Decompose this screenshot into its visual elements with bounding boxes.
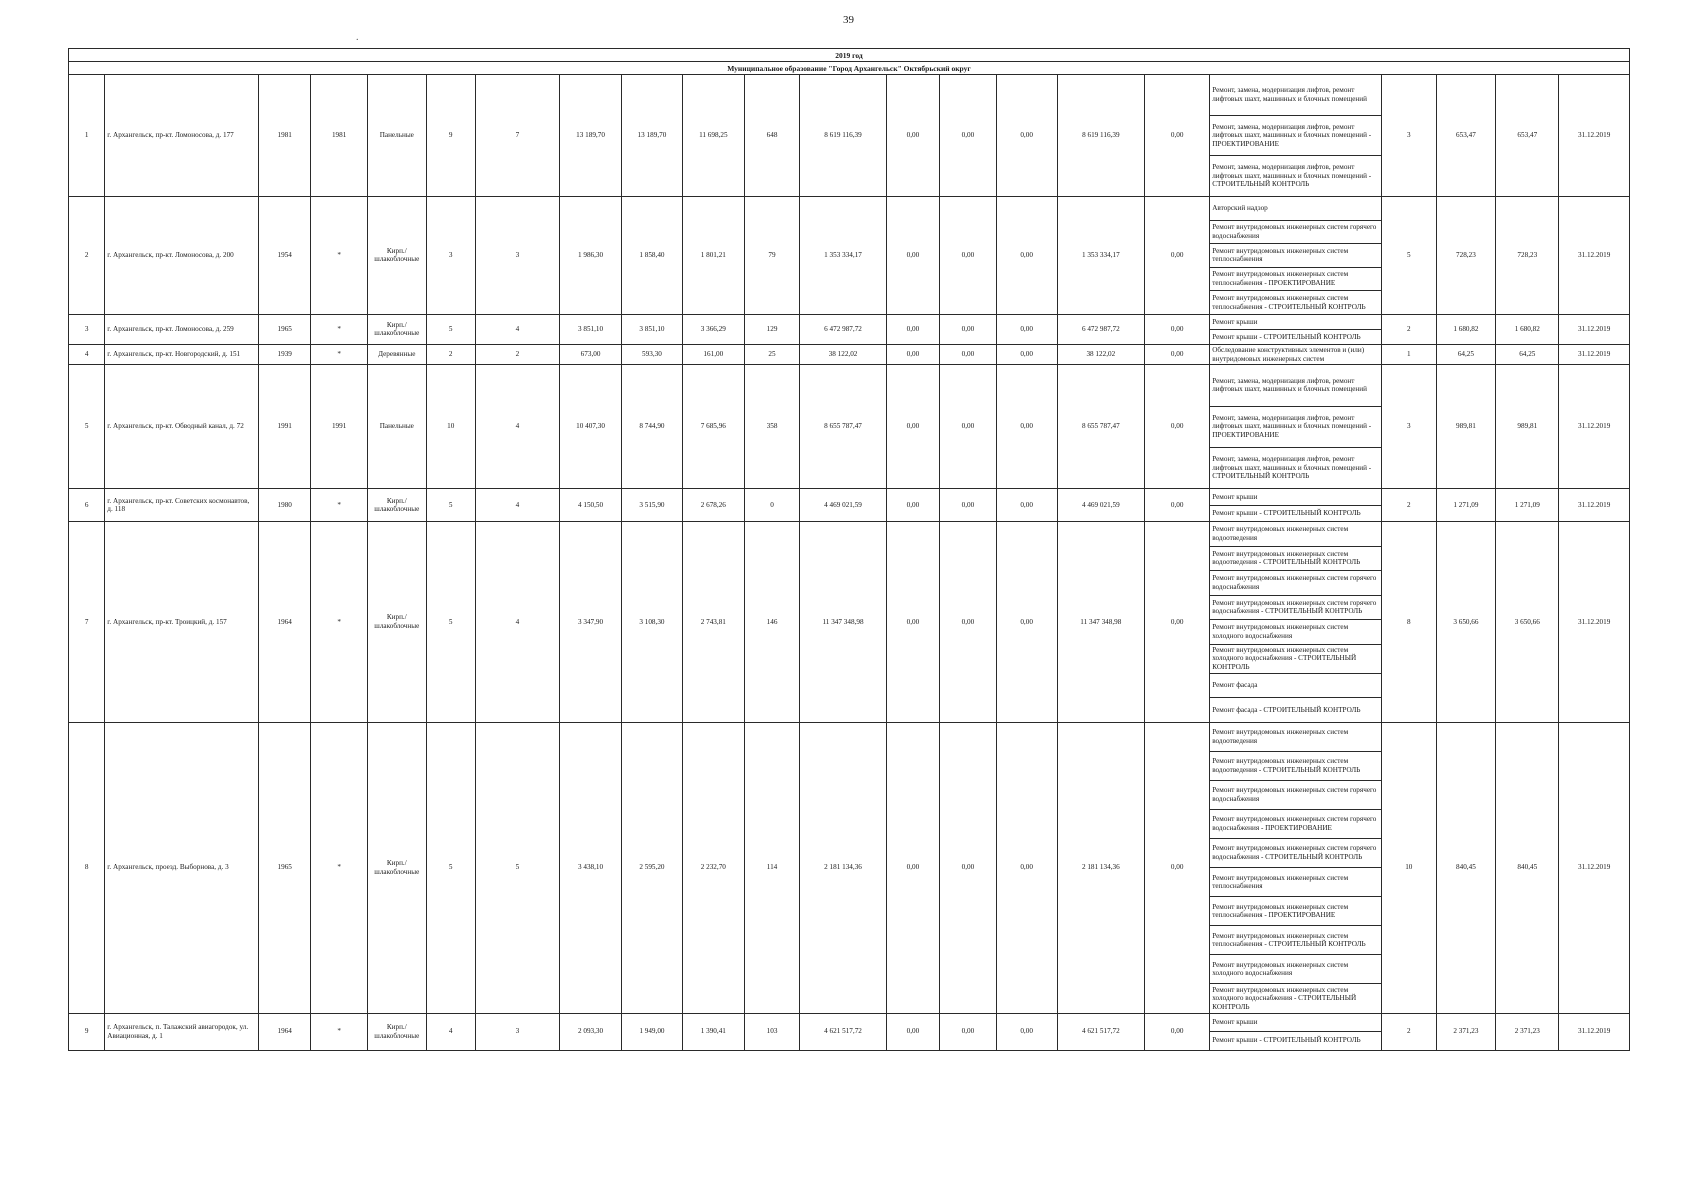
works-count: 1 xyxy=(1382,344,1436,364)
work-title: Ремонт внутридомовых инженерных систем горячего водоснабжения xyxy=(1212,786,1377,803)
floors-count: 5 xyxy=(426,314,475,344)
work-stage: - СТРОИТЕЛЬНЫЙ КОНТРОЛЬ xyxy=(1212,171,1372,189)
total-area: 3 438,10 xyxy=(560,722,622,1013)
work-title: Ремонт, замена, модернизация лифтов, ремонт лифтовых шахт, машинных и блочных помещений xyxy=(1212,86,1367,103)
regional-budget: 0,00 xyxy=(940,1013,997,1050)
work-stage: - СТРОИТЕЛЬНЫЙ КОНТРОЛЬ xyxy=(1257,1036,1361,1045)
table-row xyxy=(69,722,1630,751)
work-item xyxy=(1210,571,1382,596)
work-item xyxy=(1210,868,1382,897)
year-header: 2019 год xyxy=(69,49,1630,62)
residents-count: 146 xyxy=(744,522,800,722)
residents-count: 114 xyxy=(744,722,800,1013)
unit-cost-limit: 728,23 xyxy=(1496,196,1559,314)
living-area: 2 678,26 xyxy=(682,489,744,522)
regional-budget: 0,00 xyxy=(940,365,997,489)
owners-funds: 6 472 987,72 xyxy=(1057,314,1145,344)
deadline-date: 31.12.2019 xyxy=(1559,365,1630,489)
year-commissioned: * xyxy=(311,522,368,722)
total-area: 4 150,50 xyxy=(560,489,622,522)
wall-material: Деревянные xyxy=(367,344,426,364)
work-stage: - ПРОЕКТИРОВАНИЕ xyxy=(1262,911,1336,920)
work-title: Ремонт внутридомовых инженерных систем водоотведения xyxy=(1212,549,1349,567)
total-area: 1 986,30 xyxy=(560,196,622,314)
work-title: Ремонт внутридомовых инженерных систем водоотведения xyxy=(1212,728,1349,745)
work-item xyxy=(1210,406,1382,447)
residents-count: 25 xyxy=(744,344,800,364)
address: г. Архангельск, пр-кт. Троицкий, д. 157 xyxy=(105,522,259,722)
regional-budget: 0,00 xyxy=(940,75,997,197)
work-stage: - ПРОЕКТИРОВАНИЕ xyxy=(1262,279,1336,288)
other-funds: 0,00 xyxy=(1145,365,1210,489)
floors-count: 10 xyxy=(426,365,475,489)
owners-funds: 8 619 116,39 xyxy=(1057,75,1145,197)
unit-cost: 2 371,23 xyxy=(1436,1013,1496,1050)
entrances-count: 3 xyxy=(475,1013,559,1050)
address: г. Архангельск, пр-кт. Ломоносова, д. 177 xyxy=(105,75,259,197)
local-budget: 0,00 xyxy=(996,722,1057,1013)
work-title: Ремонт, замена, модернизация лифтов, ремонт лифтовых шахт, машинных и блочных помещений xyxy=(1212,413,1367,431)
total-area: 3 347,90 xyxy=(560,522,622,722)
table-row xyxy=(69,522,1630,547)
year-built: 1980 xyxy=(259,489,311,522)
fund-share: 0,00 xyxy=(886,522,939,722)
work-title: Ремонт внутридомовых инженерных систем горячего водоснабжения xyxy=(1212,574,1377,591)
unit-cost: 1 271,09 xyxy=(1436,489,1496,522)
works-count: 2 xyxy=(1382,314,1436,344)
work-item xyxy=(1210,329,1382,344)
total-cost: 8 655 787,47 xyxy=(800,365,886,489)
work-stage: - СТРОИТЕЛЬНЫЙ КОНТРОЛЬ xyxy=(1257,765,1361,774)
unit-cost: 989,81 xyxy=(1436,365,1496,489)
living-area: 161,00 xyxy=(682,344,744,364)
unit-cost-limit: 3 650,66 xyxy=(1496,522,1559,722)
work-item xyxy=(1210,809,1382,838)
total-area: 2 093,30 xyxy=(560,1013,622,1050)
year-built: 1939 xyxy=(259,344,311,364)
other-funds: 0,00 xyxy=(1145,722,1210,1013)
work-item xyxy=(1210,780,1382,809)
work-item xyxy=(1210,955,1382,984)
entrances-count: 5 xyxy=(475,722,559,1013)
fund-share: 0,00 xyxy=(886,489,939,522)
work-title: Ремонт фасада xyxy=(1212,681,1258,690)
table-row xyxy=(69,196,1630,220)
other-funds: 0,00 xyxy=(1145,1013,1210,1050)
living-area: 2 232,70 xyxy=(682,722,744,1013)
row-number: 6 xyxy=(69,489,105,522)
row-number: 9 xyxy=(69,1013,105,1050)
deadline-date: 31.12.2019 xyxy=(1559,1013,1630,1050)
work-title: Ремонт фасада xyxy=(1212,705,1258,714)
work-title: Ремонт крыши xyxy=(1212,1017,1258,1026)
rooms-area: 593,30 xyxy=(622,344,683,364)
regional-budget: 0,00 xyxy=(940,344,997,364)
total-area: 10 407,30 xyxy=(560,365,622,489)
entrances-count: 4 xyxy=(475,365,559,489)
row-number: 8 xyxy=(69,722,105,1013)
work-title: Ремонт, замена, модернизация лифтов, ремонт лифтовых шахт, машинных и блочных помещений xyxy=(1212,122,1367,140)
work-stage: - СТРОИТЕЛЬНЫЙ КОНТРОЛЬ xyxy=(1212,463,1372,481)
year-commissioned: * xyxy=(311,722,368,1013)
local-budget: 0,00 xyxy=(996,344,1057,364)
work-item xyxy=(1210,751,1382,780)
table-row xyxy=(69,314,1630,329)
unit-cost-limit: 653,47 xyxy=(1496,75,1559,197)
work-item xyxy=(1210,344,1382,364)
floors-count: 2 xyxy=(426,344,475,364)
work-title: Ремонт внутридомовых инженерных систем холодного водоснабжения xyxy=(1212,623,1349,640)
work-stage: - СТРОИТЕЛЬНЫЙ КОНТРОЛЬ xyxy=(1257,509,1361,518)
rooms-area: 1 949,00 xyxy=(622,1013,683,1050)
entrances-count: 7 xyxy=(475,75,559,197)
local-budget: 0,00 xyxy=(996,489,1057,522)
work-title: Ремонт внутридомовых инженерных систем теплоснабжения xyxy=(1212,246,1349,264)
owners-funds: 38 122,02 xyxy=(1057,344,1145,364)
unit-cost-limit: 840,45 xyxy=(1496,722,1559,1013)
living-area: 2 743,81 xyxy=(682,522,744,722)
fund-share: 0,00 xyxy=(886,196,939,314)
residents-count: 648 xyxy=(744,75,800,197)
work-stage: - СТРОИТЕЛЬНЫЙ КОНТРОЛЬ xyxy=(1212,994,1357,1011)
work-item xyxy=(1210,698,1382,723)
address: г. Архангельск, пр-кт. Новгородский, д. 151 xyxy=(105,344,259,364)
works-count: 3 xyxy=(1382,365,1436,489)
rooms-area: 1 858,40 xyxy=(622,196,683,314)
regional-budget: 0,00 xyxy=(940,196,997,314)
year-built: 1965 xyxy=(259,722,311,1013)
work-item xyxy=(1210,220,1382,244)
year-built: 1964 xyxy=(259,522,311,722)
unit-cost: 1 680,82 xyxy=(1436,314,1496,344)
year-commissioned: * xyxy=(311,344,368,364)
address: г. Архангельск, проезд. Выборнова, д. 3 xyxy=(105,722,259,1013)
work-title: Ремонт внутридомовых инженерных систем теплоснабжения xyxy=(1212,902,1349,920)
total-area: 673,00 xyxy=(560,344,622,364)
unit-cost: 728,23 xyxy=(1436,196,1496,314)
work-item xyxy=(1210,595,1382,620)
total-cost: 6 472 987,72 xyxy=(800,314,886,344)
year-built: 1965 xyxy=(259,314,311,344)
rooms-area: 3 851,10 xyxy=(622,314,683,344)
residents-count: 129 xyxy=(744,314,800,344)
works-count: 2 xyxy=(1382,489,1436,522)
table-row xyxy=(69,75,1630,116)
year-commissioned: * xyxy=(311,489,368,522)
fund-share: 0,00 xyxy=(886,1013,939,1050)
wall-material: Кирп./ шлакоблочные xyxy=(367,522,426,722)
year-commissioned: 1991 xyxy=(311,365,368,489)
floors-count: 5 xyxy=(426,522,475,722)
entrances-count: 4 xyxy=(475,314,559,344)
work-title: Ремонт внутридомовых инженерных систем теплоснабжения xyxy=(1212,873,1349,891)
deadline-date: 31.12.2019 xyxy=(1559,722,1630,1013)
entrances-count: 3 xyxy=(475,196,559,314)
total-area: 13 189,70 xyxy=(560,75,622,197)
work-title: Ремонт крыши xyxy=(1212,492,1258,501)
residents-count: 0 xyxy=(744,489,800,522)
row-number: 5 xyxy=(69,365,105,489)
wall-material: Панельные xyxy=(367,365,426,489)
work-title: Ремонт крыши xyxy=(1212,1036,1258,1045)
work-stage: - СТРОИТЕЛЬНЫЙ КОНТРОЛЬ xyxy=(1262,302,1366,311)
other-funds: 0,00 xyxy=(1145,489,1210,522)
year-commissioned: * xyxy=(311,314,368,344)
address: г. Архангельск, пр-кт. Обводный канал, д. 72 xyxy=(105,365,259,489)
fund-share: 0,00 xyxy=(886,722,939,1013)
address: г. Архангельск, пр-кт. Ломоносова, д. 200 xyxy=(105,196,259,314)
work-item xyxy=(1210,365,1382,406)
work-stage: - ПРОЕКТИРОВАНИЕ xyxy=(1259,823,1332,832)
regional-budget: 0,00 xyxy=(940,489,997,522)
residents-count: 103 xyxy=(744,1013,800,1050)
unit-cost: 64,25 xyxy=(1436,344,1496,364)
deadline-date: 31.12.2019 xyxy=(1559,344,1630,364)
floors-count: 5 xyxy=(426,489,475,522)
total-cost: 1 353 334,17 xyxy=(800,196,886,314)
wall-material: Кирп./ шлакоблочные xyxy=(367,722,426,1013)
fund-share: 0,00 xyxy=(886,365,939,489)
address: г. Архангельск, пр-кт. Советских космонавтов, д. 118 xyxy=(105,489,259,522)
floors-count: 5 xyxy=(426,722,475,1013)
living-area: 7 685,96 xyxy=(682,365,744,489)
total-cost: 11 347 348,98 xyxy=(800,522,886,722)
works-count: 5 xyxy=(1382,196,1436,314)
unit-cost-limit: 1 680,82 xyxy=(1496,314,1559,344)
repair-register-table xyxy=(68,48,1630,1051)
work-item xyxy=(1210,522,1382,547)
row-number: 2 xyxy=(69,196,105,314)
regional-budget: 0,00 xyxy=(940,314,997,344)
work-title: Ремонт крыши xyxy=(1212,317,1258,326)
scan-mark: . xyxy=(356,32,359,43)
year-built: 1981 xyxy=(259,75,311,197)
local-budget: 0,00 xyxy=(996,522,1057,722)
work-item xyxy=(1210,314,1382,329)
table-row xyxy=(69,489,1630,506)
other-funds: 0,00 xyxy=(1145,196,1210,314)
residents-count: 358 xyxy=(744,365,800,489)
floors-count: 3 xyxy=(426,196,475,314)
work-title: Ремонт внутридомовых инженерных систем теплоснабжения xyxy=(1212,270,1349,288)
year-commissioned: * xyxy=(311,1013,368,1050)
other-funds: 0,00 xyxy=(1145,344,1210,364)
unit-cost-limit: 2 371,23 xyxy=(1496,1013,1559,1050)
work-title: Ремонт внутридомовых инженерных систем холодного водоснабжения xyxy=(1212,960,1349,978)
work-title: Ремонт крыши xyxy=(1212,332,1258,341)
total-cost: 4 621 517,72 xyxy=(800,1013,886,1050)
work-title: Ремонт внутридомовых инженерных систем теплоснабжения xyxy=(1212,931,1349,949)
work-stage: - СТРОИТЕЛЬНЫЙ КОНТРОЛЬ xyxy=(1259,607,1363,616)
local-budget: 0,00 xyxy=(996,314,1057,344)
works-count: 10 xyxy=(1382,722,1436,1013)
works-count: 2 xyxy=(1382,1013,1436,1050)
fund-share: 0,00 xyxy=(886,344,939,364)
work-title: Обследование конструктивных элементов и (или) внутридомовых инженерных систем xyxy=(1212,345,1365,363)
local-budget: 0,00 xyxy=(996,196,1057,314)
owners-funds: 11 347 348,98 xyxy=(1057,522,1145,722)
work-title: Ремонт внутридомовых инженерных систем горячего водоснабжения xyxy=(1212,223,1377,240)
total-cost: 38 122,02 xyxy=(800,344,886,364)
work-item xyxy=(1210,115,1382,156)
year-built: 1954 xyxy=(259,196,311,314)
work-item xyxy=(1210,546,1382,571)
work-item xyxy=(1210,620,1382,645)
wall-material: Кирп./ шлакоблочные xyxy=(367,489,426,522)
works-count: 8 xyxy=(1382,522,1436,722)
year-built: 1991 xyxy=(259,365,311,489)
work-stage: - СТРОИТЕЛЬНЫЙ КОНТРОЛЬ xyxy=(1212,654,1357,671)
wall-material: Кирп./ шлакоблочные xyxy=(367,314,426,344)
work-item xyxy=(1210,984,1382,1013)
rooms-area: 8 744,90 xyxy=(622,365,683,489)
owners-funds: 4 469 021,59 xyxy=(1057,489,1145,522)
entrances-count: 4 xyxy=(475,489,559,522)
work-item xyxy=(1210,505,1382,522)
work-title: Ремонт внутридомовых инженерных систем горячего водоснабжения xyxy=(1212,598,1377,616)
entrances-count: 4 xyxy=(475,522,559,722)
work-title: Ремонт внутридомовых инженерных систем холодного водоснабжения xyxy=(1212,985,1349,1003)
work-title: Ремонт, замена, модернизация лифтов, ремонт лифтовых шахт, машинных и блочных помещений xyxy=(1212,455,1367,472)
row-number: 3 xyxy=(69,314,105,344)
work-item xyxy=(1210,156,1382,197)
owners-funds: 8 655 787,47 xyxy=(1057,365,1145,489)
address: г. Архангельск, п. Талажский авиагородок, ул. Авиационная, д. 1 xyxy=(105,1013,259,1050)
total-cost: 4 469 021,59 xyxy=(800,489,886,522)
living-area: 1 801,21 xyxy=(682,196,744,314)
floors-count: 9 xyxy=(426,75,475,197)
rooms-area: 3 108,30 xyxy=(622,522,683,722)
work-stage: - СТРОИТЕЛЬНЫЙ КОНТРОЛЬ xyxy=(1257,558,1361,567)
work-stage: - ПРОЕКТИРОВАНИЕ xyxy=(1212,422,1372,440)
living-area: 11 698,25 xyxy=(682,75,744,197)
work-item xyxy=(1210,644,1382,673)
work-item xyxy=(1210,926,1382,955)
work-stage: - СТРОИТЕЛЬНЫЙ КОНТРОЛЬ xyxy=(1262,940,1366,949)
work-item xyxy=(1210,839,1382,868)
work-stage: - СТРОИТЕЛЬНЫЙ КОНТРОЛЬ xyxy=(1257,705,1361,714)
work-item xyxy=(1210,489,1382,506)
unit-cost-limit: 989,81 xyxy=(1496,365,1559,489)
work-title: Ремонт, замена, модернизация лифтов, ремонт лифтовых шахт, машинных и блочных помещений xyxy=(1212,376,1367,394)
table-row xyxy=(69,1013,1630,1032)
work-title: Ремонт внутридомовых инженерных систем горячего водоснабжения xyxy=(1212,844,1377,862)
deadline-date: 31.12.2019 xyxy=(1559,489,1630,522)
unit-cost-limit: 64,25 xyxy=(1496,344,1559,364)
deadline-date: 31.12.2019 xyxy=(1559,75,1630,197)
work-title: Авторский надзор xyxy=(1212,203,1268,212)
total-cost: 2 181 134,36 xyxy=(800,722,886,1013)
table-row xyxy=(69,365,1630,406)
other-funds: 0,00 xyxy=(1145,522,1210,722)
work-item xyxy=(1210,673,1382,698)
owners-funds: 2 181 134,36 xyxy=(1057,722,1145,1013)
local-budget: 0,00 xyxy=(996,75,1057,197)
fund-share: 0,00 xyxy=(886,314,939,344)
wall-material: Кирп./ шлакоблочные xyxy=(367,196,426,314)
total-cost: 8 619 116,39 xyxy=(800,75,886,197)
work-title: Ремонт внутридомовых инженерных систем водоотведения xyxy=(1212,525,1349,542)
work-item xyxy=(1210,291,1382,315)
local-budget: 0,00 xyxy=(996,1013,1057,1050)
work-item xyxy=(1210,196,1382,220)
work-item xyxy=(1210,1013,1382,1032)
deadline-date: 31.12.2019 xyxy=(1559,196,1630,314)
local-budget: 0,00 xyxy=(996,365,1057,489)
work-title: Ремонт внутридомовых инженерных систем горячего водоснабжения xyxy=(1212,815,1377,832)
year-commissioned: 1981 xyxy=(311,75,368,197)
other-funds: 0,00 xyxy=(1145,314,1210,344)
unit-cost: 840,45 xyxy=(1436,722,1496,1013)
row-number: 1 xyxy=(69,75,105,197)
page-number: 39 xyxy=(843,14,854,26)
works-count: 3 xyxy=(1382,75,1436,197)
municipality-header: Муниципальное образование "Город Архангельск" Октябрьский округ xyxy=(69,62,1630,75)
work-title: Ремонт внутридомовых инженерных систем водоотведения xyxy=(1212,757,1349,774)
unit-cost: 653,47 xyxy=(1436,75,1496,197)
work-item xyxy=(1210,1032,1382,1051)
rooms-area: 3 515,90 xyxy=(622,489,683,522)
total-area: 3 851,10 xyxy=(560,314,622,344)
regional-budget: 0,00 xyxy=(940,522,997,722)
table-row xyxy=(69,344,1630,364)
floors-count: 4 xyxy=(426,1013,475,1050)
owners-funds: 4 621 517,72 xyxy=(1057,1013,1145,1050)
year-built: 1964 xyxy=(259,1013,311,1050)
deadline-date: 31.12.2019 xyxy=(1559,522,1630,722)
work-item xyxy=(1210,447,1382,488)
work-item xyxy=(1210,722,1382,751)
unit-cost-limit: 1 271,09 xyxy=(1496,489,1559,522)
work-title: Ремонт, замена, модернизация лифтов, ремонт лифтовых шахт, машинных и блочных помещений xyxy=(1212,163,1367,180)
fund-share: 0,00 xyxy=(886,75,939,197)
wall-material: Панельные xyxy=(367,75,426,197)
work-item xyxy=(1210,244,1382,268)
row-number: 4 xyxy=(69,344,105,364)
residents-count: 79 xyxy=(744,196,800,314)
work-title: Ремонт внутридомовых инженерных систем холодного водоснабжения xyxy=(1212,645,1349,663)
unit-cost: 3 650,66 xyxy=(1436,522,1496,722)
living-area: 1 390,41 xyxy=(682,1013,744,1050)
work-item xyxy=(1210,75,1382,116)
work-stage: - СТРОИТЕЛЬНЫЙ КОНТРОЛЬ xyxy=(1257,332,1361,341)
row-number: 7 xyxy=(69,522,105,722)
work-title: Ремонт внутридомовых инженерных систем теплоснабжения xyxy=(1212,294,1349,311)
address: г. Архангельск, пр-кт. Ломоносова, д. 259 xyxy=(105,314,259,344)
other-funds: 0,00 xyxy=(1145,75,1210,197)
wall-material: Кирп./ шлакоблочные xyxy=(367,1013,426,1050)
deadline-date: 31.12.2019 xyxy=(1559,314,1630,344)
work-title: Ремонт крыши xyxy=(1212,509,1258,518)
work-item xyxy=(1210,897,1382,926)
regional-budget: 0,00 xyxy=(940,722,997,1013)
year-commissioned: * xyxy=(311,196,368,314)
entrances-count: 2 xyxy=(475,344,559,364)
work-item xyxy=(1210,267,1382,291)
rooms-area: 2 595,20 xyxy=(622,722,683,1013)
rooms-area: 13 189,70 xyxy=(622,75,683,197)
work-stage: - СТРОИТЕЛЬНЫЙ КОНТРОЛЬ xyxy=(1259,853,1363,862)
work-stage: - ПРОЕКТИРОВАНИЕ xyxy=(1212,131,1372,148)
owners-funds: 1 353 334,17 xyxy=(1057,196,1145,314)
living-area: 3 366,29 xyxy=(682,314,744,344)
